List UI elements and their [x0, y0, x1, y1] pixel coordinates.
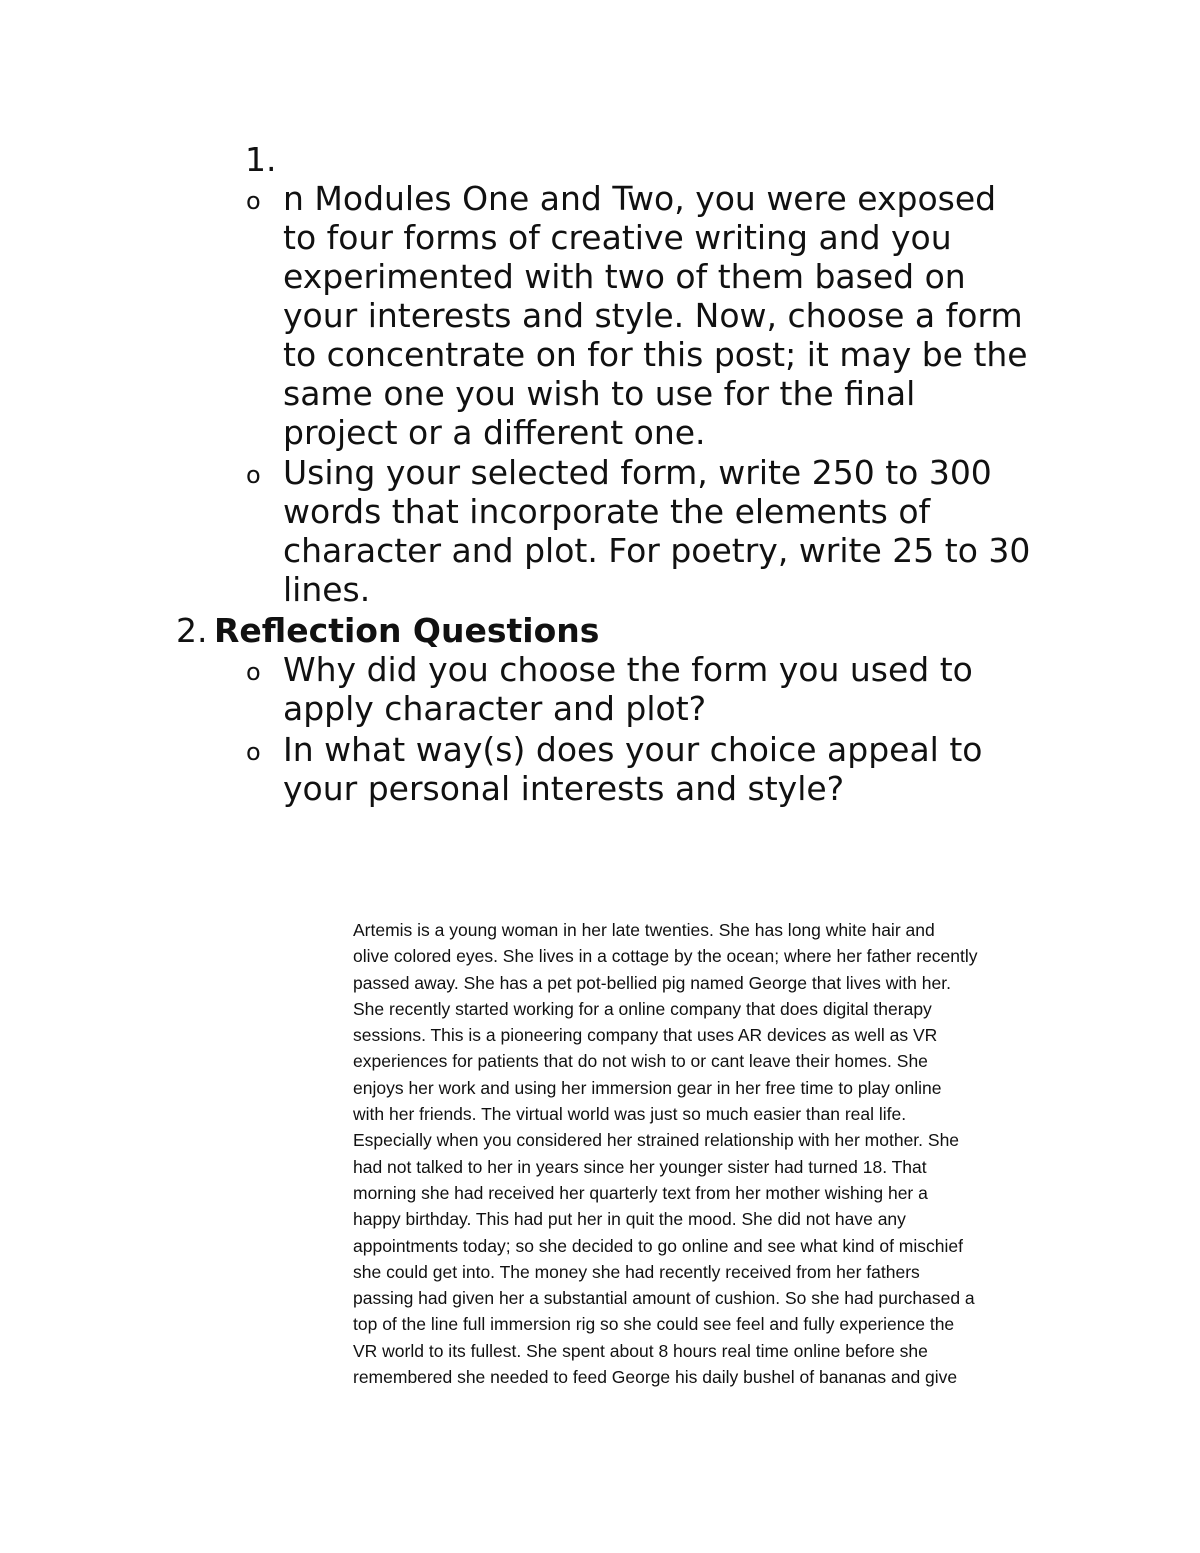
- bullet-circle-icon: o: [246, 738, 261, 766]
- question-2-number: 2.: [176, 611, 208, 650]
- question-1-number: 1.: [245, 140, 277, 179]
- question-1-bullet-1-text: n Modules One and Two, you were exposed to four forms of creative writing and you experimented with two of them based on your interests and style. Now, choose a form to concentrate on for this post; it may be the same one you wish to use for the final project or a different one.: [283, 179, 1028, 452]
- question-1-bullet-2-text: Using your selected form, write 250 to 300 words that incorporate the elements of character and plot. For poetry, write 25 to 30 lines.: [283, 453, 1031, 609]
- bullet-circle-icon: o: [246, 187, 261, 215]
- question-2-bullet-2-text: In what way(s) does your choice appeal to your personal interests and style?: [283, 730, 983, 808]
- story-paragraph: Artemis is a young woman in her late twenties. She has long white hair and olive colored eyes. She lives in a cottage by the ocean; where her father recently passed away. She has a pet pot-bellied pig named George that lives with her. She recently started working for a online company that does digital therapy sessions. This is a pioneering company that uses AR devices as well as VR experiences for patients that do not wish to or cant leave their homes. She enjoys her work and using her immersion gear in her free time to play online with her friends. The virtual world was just so much easier than real life. Especially when you considered her strained relationship with her mother. She had not talked to her in years since her younger sister had turned 18. That morning she had received her quarterly text from her mother wishing her a happy birthday. This had put her in quit the mood. She did not have any appointments today; so she decided to go online and see what kind of mischief she could get into. The money she had recently received from her fathers passing had given her a substantial amount of cushion. So she had purchased a top of the line full immersion rig so she could see feel and fully experience the VR world to its fullest. She spent about 8 hours real time online before she remembered she needed to feed George his daily bushel of bananas and give: [353, 920, 978, 1388]
- bullet-circle-icon: o: [246, 658, 261, 686]
- question-2-heading: Reflection Questions: [214, 611, 600, 650]
- question-2-bullet-1-text: Why did you choose the form you used to apply character and plot?: [283, 650, 973, 728]
- bullet-circle-icon: o: [246, 461, 261, 489]
